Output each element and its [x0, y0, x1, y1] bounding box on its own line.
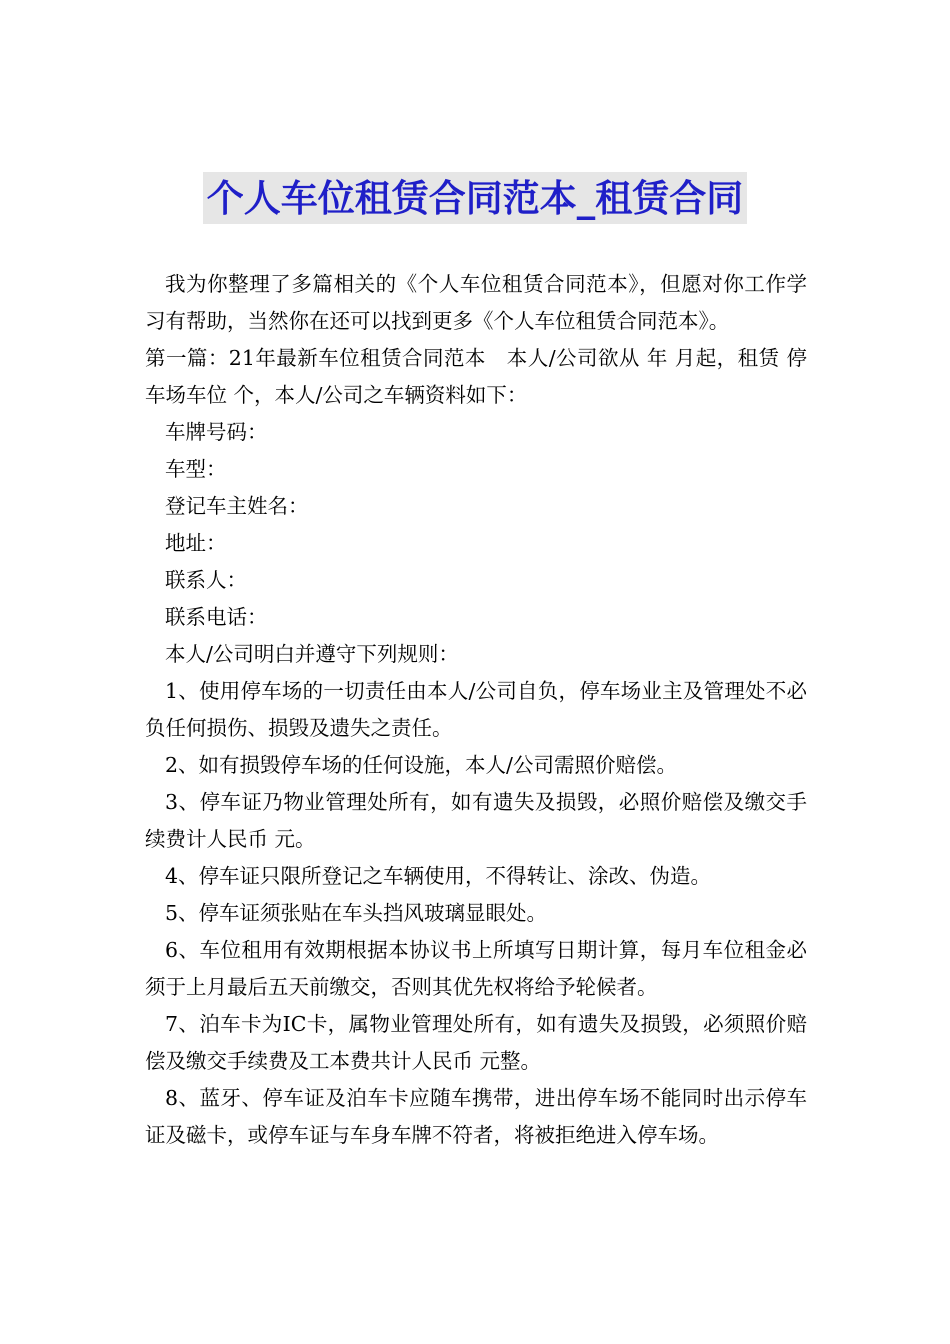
field-address: 地址：: [165, 531, 227, 555]
document-body: [145, 266, 807, 1154]
field-contact-person: 联系人：: [165, 568, 247, 592]
rules-intro: 本人/公司明白并遵守下列规则：: [165, 642, 459, 666]
title-container: [0, 172, 950, 224]
field-owner-name: 登记车主姓名：: [165, 494, 309, 518]
intro-paragraph: 我为你整理了多篇相关的《个人车位租赁合同范本》，但愿对你工作学习有帮助，当然你在还可以找到更多《个人车位租赁合同范本》。: [145, 272, 807, 333]
rule-item-5: 5、停车证须张贴在车头挡风玻璃显眼处。: [165, 901, 548, 925]
rule-item-7: 7、泊车卡为IC卡，属物业管理处所有，如有遗失及损毁，必须照价赔偿及缴交手续费及工本费共计人民币 元整。: [145, 1012, 807, 1073]
rule-item-2: 2、如有损毁停车场的任何设施，本人/公司需照价赔偿。: [165, 753, 677, 777]
field-contact-phone: 联系电话：: [165, 605, 268, 629]
field-plate-number: 车牌号码：: [165, 420, 268, 444]
rule-item-3: 3、停车证乃物业管理处所有，如有遗失及损毁，必照价赔偿及缴交手续费计人民币 元。: [145, 790, 807, 851]
section-heading-paragraph: 第一篇：21年最新车位租赁合同范本 本人/公司欲从 年 月起，租赁 停车场车位 个，本人/公司之车辆资料如下：: [145, 346, 807, 407]
rule-item-1: 1、使用停车场的一切责任由本人/公司自负，停车场业主及管理处不必负任何损伤、损毁及遗失之责任。: [145, 679, 807, 740]
rule-item-4: 4、停车证只限所登记之车辆使用，不得转让、涂改、伪造。: [165, 864, 712, 888]
document-title: 个人车位租赁合同范本_租赁合同: [203, 172, 748, 224]
field-vehicle-type: 车型：: [165, 457, 227, 481]
rule-item-6: 6、车位租用有效期根据本协议书上所填写日期计算，每月车位租金必须于上月最后五天前缴交，否则其优先权将给予轮候者。: [145, 938, 807, 999]
rule-item-8: 8、蓝牙、停车证及泊车卡应随车携带，进出停车场不能同时出示停车证及磁卡，或停车证与车身车牌不符者，将被拒绝进入停车场。: [145, 1086, 807, 1147]
